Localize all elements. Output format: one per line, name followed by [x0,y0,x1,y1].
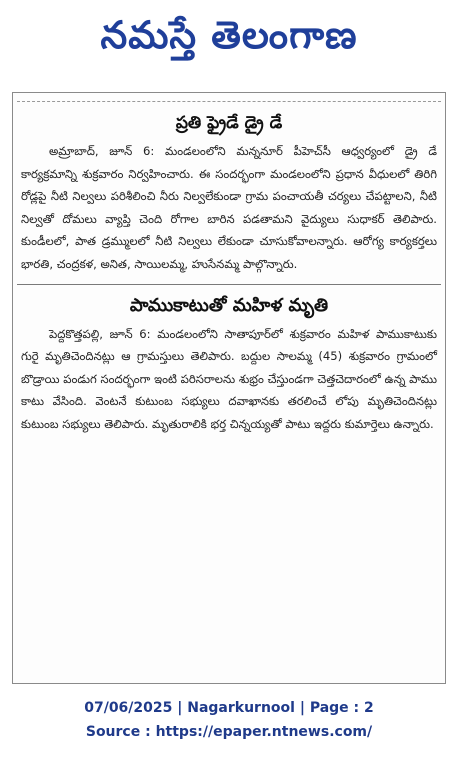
article1-headline: ప్రతి ఫ్రైడే డ్రై డే [175,113,283,133]
article2-body: పెద్దకొత్తపల్లి, జూన్ 6: మండలంలోని సాతాపూర్‌లో శుక్రవారం మహిళ పాముకాటుకు గురై మృతిచెందినట్లు ఆ గ్రామస్తులు తెలిపారు. బద్దుల సాలమ్మ (45) శుక్రవారం గ్రామంలో బొడ్రాయి పండుగ సందర్భంగా ఇంటి పరిసరాలను శుభ్రం చేస్తుండగా చెత్తచెదారంలో ఉన్న పాము కాటు వేసింది. వెంటనే కుటుంబ సభ్యులు దవాఖానకు తరలించే లోపు మృతిచెందినట్లు కుటుంబ సభ్యులు తెలిపారు. మృతురాలికి భర్త చిన్నయ్యతో పాటు ఇద్దరు కుమార్తెలు ఉన్నారు. [21,326,437,431]
masthead-title: నమస్తే తెలంగాణ [100,13,358,57]
newspaper-masthead [0,0,458,80]
footer-date-edition-page: 07/06/2025 | Nagarkurnool | Page : 2 [84,700,374,716]
article1-body: అమ్రాబాద్, జూన్ 6: మండలంలోని మన్ననూర్ పీహెచ్‌సీ ఆధ్వర్యంలో డ్రై డే కార్యక్రమాన్ని శుక్రవారం నిర్వహించారు. ఈ సందర్భంగా మండలంలోని ప్రధాన వీధులలో తిరిగి రోడ్లపై నీటి నిల్వలు పరిశీలించి నీరు నిల్వలేకుండా గ్రామ పంచాయతీ చర్యలు చేపట్టాలని, నీటి నిల్వతో దోమలు వ్యాప్తి చెంది రోగాల బారిన పడతామని వైద్యులు సుధాకర్ తెలిపారు. కుండీలలో, పాత డ్రమ్ములలో నీటి నిల్వలు లేకుండా చూసుకోవాలన్నారు. ఆరోగ్య కార్యకర్తలు భారతి, చంద్రకళ, అనిత, సాయిలమ్మ, హుసేనమ్మ పాల్గొన్నారు. [21,144,437,271]
article2-headline: పాముకాటుతో మహిళ మృతి [129,294,329,316]
article-divider [17,284,441,285]
footer-source-link[interactable]: Source : https://epaper.ntnews.com/ [85,724,373,740]
clipping-cut-edge [17,93,441,102]
news-clipping [12,92,446,684]
